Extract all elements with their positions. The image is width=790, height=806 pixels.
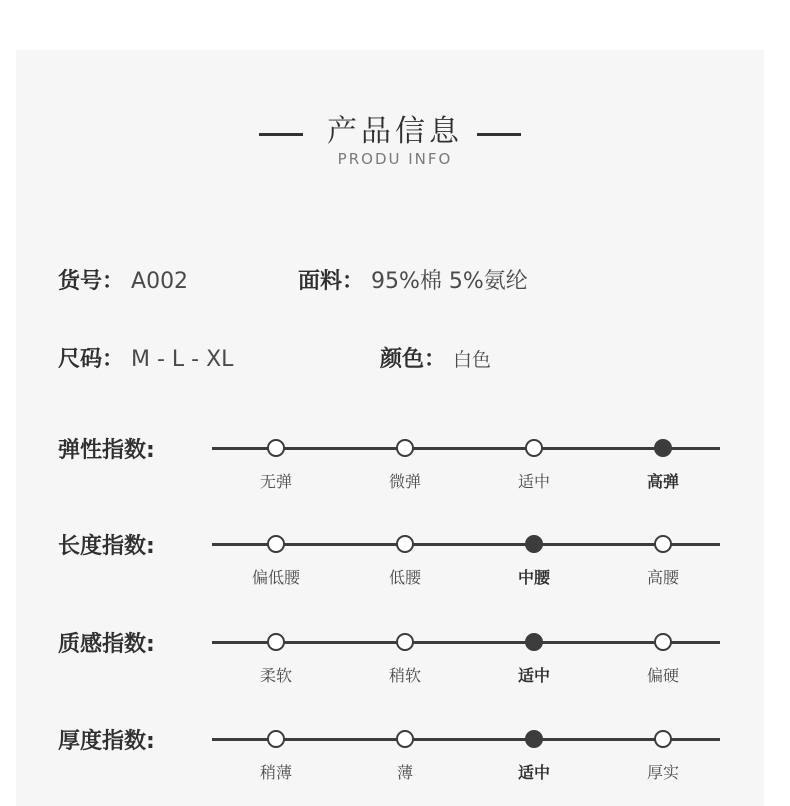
- color-row: [380, 342, 491, 373]
- index-option-label: 中腰: [517, 568, 550, 587]
- index-node: [396, 730, 414, 748]
- index-track: [212, 738, 720, 741]
- index-option-label: 薄: [396, 763, 413, 782]
- index-node-selected: [525, 730, 543, 748]
- index-label: 厚度指数:: [58, 729, 155, 754]
- index-node-selected: [525, 633, 543, 651]
- index-option-label: 微弹: [388, 472, 421, 491]
- size-value: M - L - XL: [131, 347, 234, 372]
- index-label: 长度指数:: [58, 534, 155, 559]
- index-node: [654, 535, 672, 553]
- index-node: [267, 535, 285, 553]
- page-title: 产品信息: [327, 114, 463, 149]
- size-label: 尺码：: [58, 347, 125, 372]
- material-value: 95%棉 5%氨纶: [371, 269, 528, 294]
- index-node-selected: [654, 439, 672, 457]
- item-no-value: A002: [131, 269, 189, 294]
- index-option-label: 适中: [517, 763, 550, 782]
- index-node: [396, 439, 414, 457]
- color-label: 颜色：: [380, 347, 447, 372]
- index-option-label: 高弹: [646, 472, 679, 491]
- index-option-label: 低腰: [388, 568, 421, 587]
- item-no-label: 货号：: [58, 269, 125, 294]
- index-node: [654, 633, 672, 651]
- color-value: 白色: [453, 349, 492, 371]
- index-node: [525, 439, 543, 457]
- index-label: 弹性指数:: [58, 438, 155, 463]
- index-label: 质感指数:: [58, 632, 155, 657]
- index-track: [212, 641, 720, 644]
- index-track: [212, 543, 720, 546]
- index-node: [267, 633, 285, 651]
- index-option-label: 稍软: [388, 666, 421, 685]
- index-node-selected: [525, 535, 543, 553]
- index-option-label: 适中: [517, 666, 550, 685]
- index-option-label: 高腰: [646, 568, 679, 587]
- index-node: [267, 730, 285, 748]
- index-node: [654, 730, 672, 748]
- index-option-label: 柔软: [259, 666, 292, 685]
- index-option-label: 厚实: [646, 763, 679, 782]
- index-node: [267, 439, 285, 457]
- index-node: [396, 535, 414, 553]
- index-option-label: 适中: [517, 472, 550, 491]
- material-label: 面料：: [298, 269, 365, 294]
- index-node: [396, 633, 414, 651]
- material-row: [298, 264, 528, 295]
- item-no-row: [58, 264, 188, 295]
- page-subtitle: PRODU INFO: [337, 150, 453, 168]
- index-option-label: 稍薄: [259, 763, 292, 782]
- index-track: [212, 447, 720, 450]
- index-option-label: 偏低腰: [251, 568, 300, 587]
- index-option-label: 无弹: [259, 472, 292, 491]
- size-row: [58, 342, 233, 373]
- index-option-label: 偏硬: [646, 666, 679, 685]
